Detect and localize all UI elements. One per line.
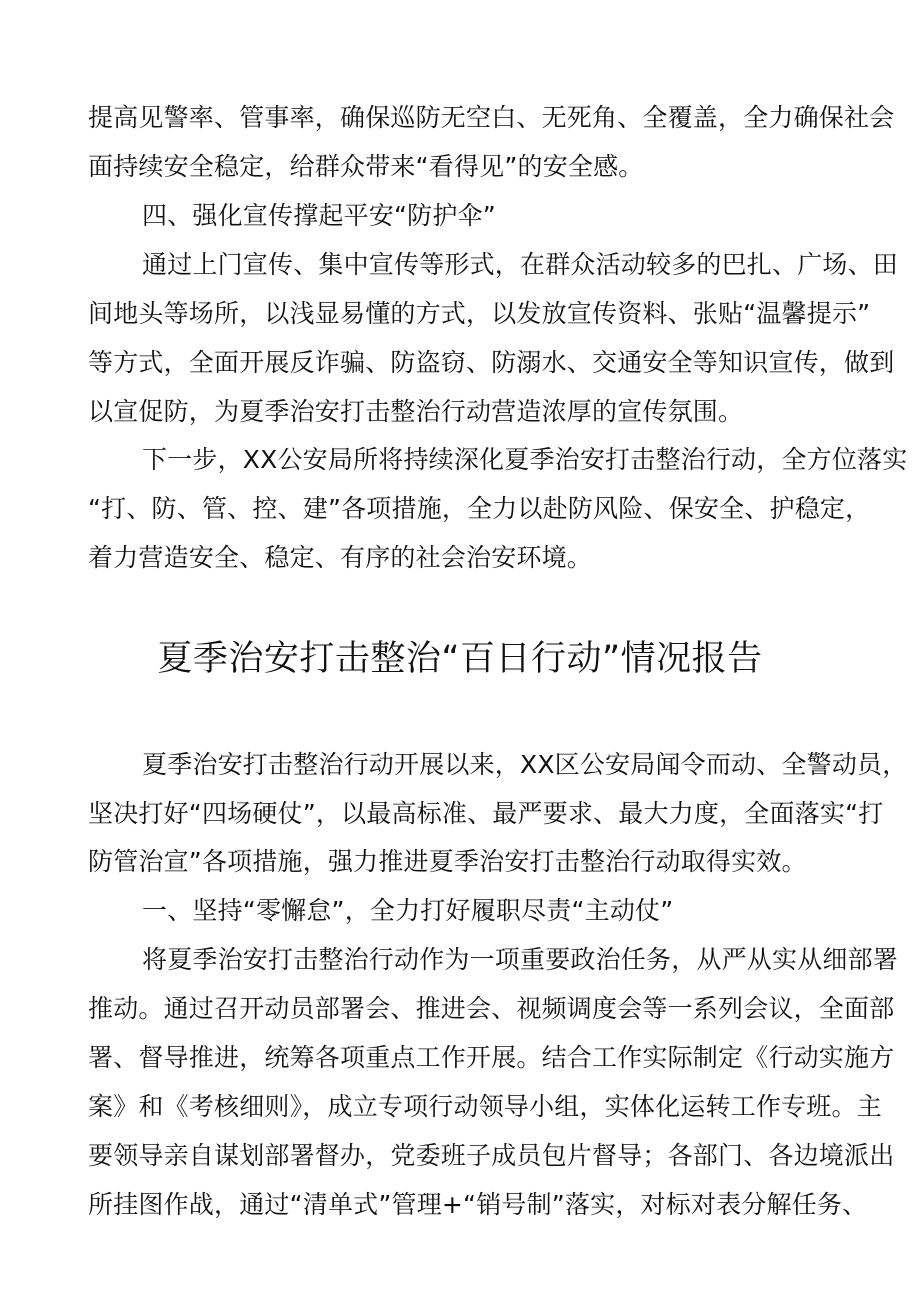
paragraph-line: 通过上门宣传、集中宣传等形式，在群众活动较多的巴扎、广场、田 [142,250,899,279]
paragraph-line: 等方式，全面开展反诈骗、防盗窃、防溺水、交通安全等知识宣传，做到 [88,348,895,377]
report-title: 夏季治安打击整治“百日行动”情况报告 [157,639,763,679]
paragraph-line: 下一步，XX公安局所将持续深化夏季治安打击整治行动，全方位落实 [142,445,908,474]
paragraph-line: 所挂图作战，通过“清单式”管理+“销号制”落实，对标对表分解任务、 [88,1190,868,1219]
paragraph-line: 夏季治安打击整治行动开展以来，XX区公安局闻令而动、全警动员， [142,750,908,779]
paragraph-line: “打、防、管、控、建”各项措施，全力以赴防风险、保安全、护稳定， [88,494,871,523]
paragraph-line: 案》和《考核细则》，成立专项行动领导小组，实体化运转工作专班。主 [88,1092,882,1121]
section-heading: 一、坚持“零懈怠”，全力打好履职尽责“主动仗” [142,896,674,925]
paragraph-line: 推动。通过召开动员部署会、推进会、视频调度会等一系列会议，全面部 [88,994,895,1023]
paragraph-line: 着力营造安全、稳定、有序的社会治安环境。 [88,543,593,572]
paragraph-line: 要领导亲自谋划部署督办，党委班子成员包片督导；各部门、各边境派出 [88,1141,895,1170]
paragraph-line: 间地头等场所，以浅显易懂的方式，以发放宣传资料、张贴“温馨提示” [88,299,871,328]
paragraph-line: 面持续安全稳定，给群众带来“看得见”的安全感。 [88,152,644,181]
paragraph-line: 署、督导推进，统筹各项重点工作开展。结合工作实际制定《行动实施方 [88,1043,895,1072]
paragraph-line: 坚决打好“四场硬仗”，以最高标准、最严要求、最大力度，全面落实“打 [88,799,884,828]
section-heading: 四、强化宣传撑起平安“防护伞” [142,201,496,230]
paragraph-line: 提高见警率、管事率，确保巡防无空白、无死角、全覆盖，全力确保社会 [88,103,895,132]
paragraph-line: 将夏季治安打击整治行动作为一项重要政治任务，从严从实从细部署 [142,945,899,974]
paragraph-line: 以宣促防，为夏季治安打击整治行动营造浓厚的宣传氛围。 [88,397,744,426]
paragraph-line: 防管治宣”各项措施，强力推进夏季治安打击整治行动取得实效。 [88,847,807,876]
